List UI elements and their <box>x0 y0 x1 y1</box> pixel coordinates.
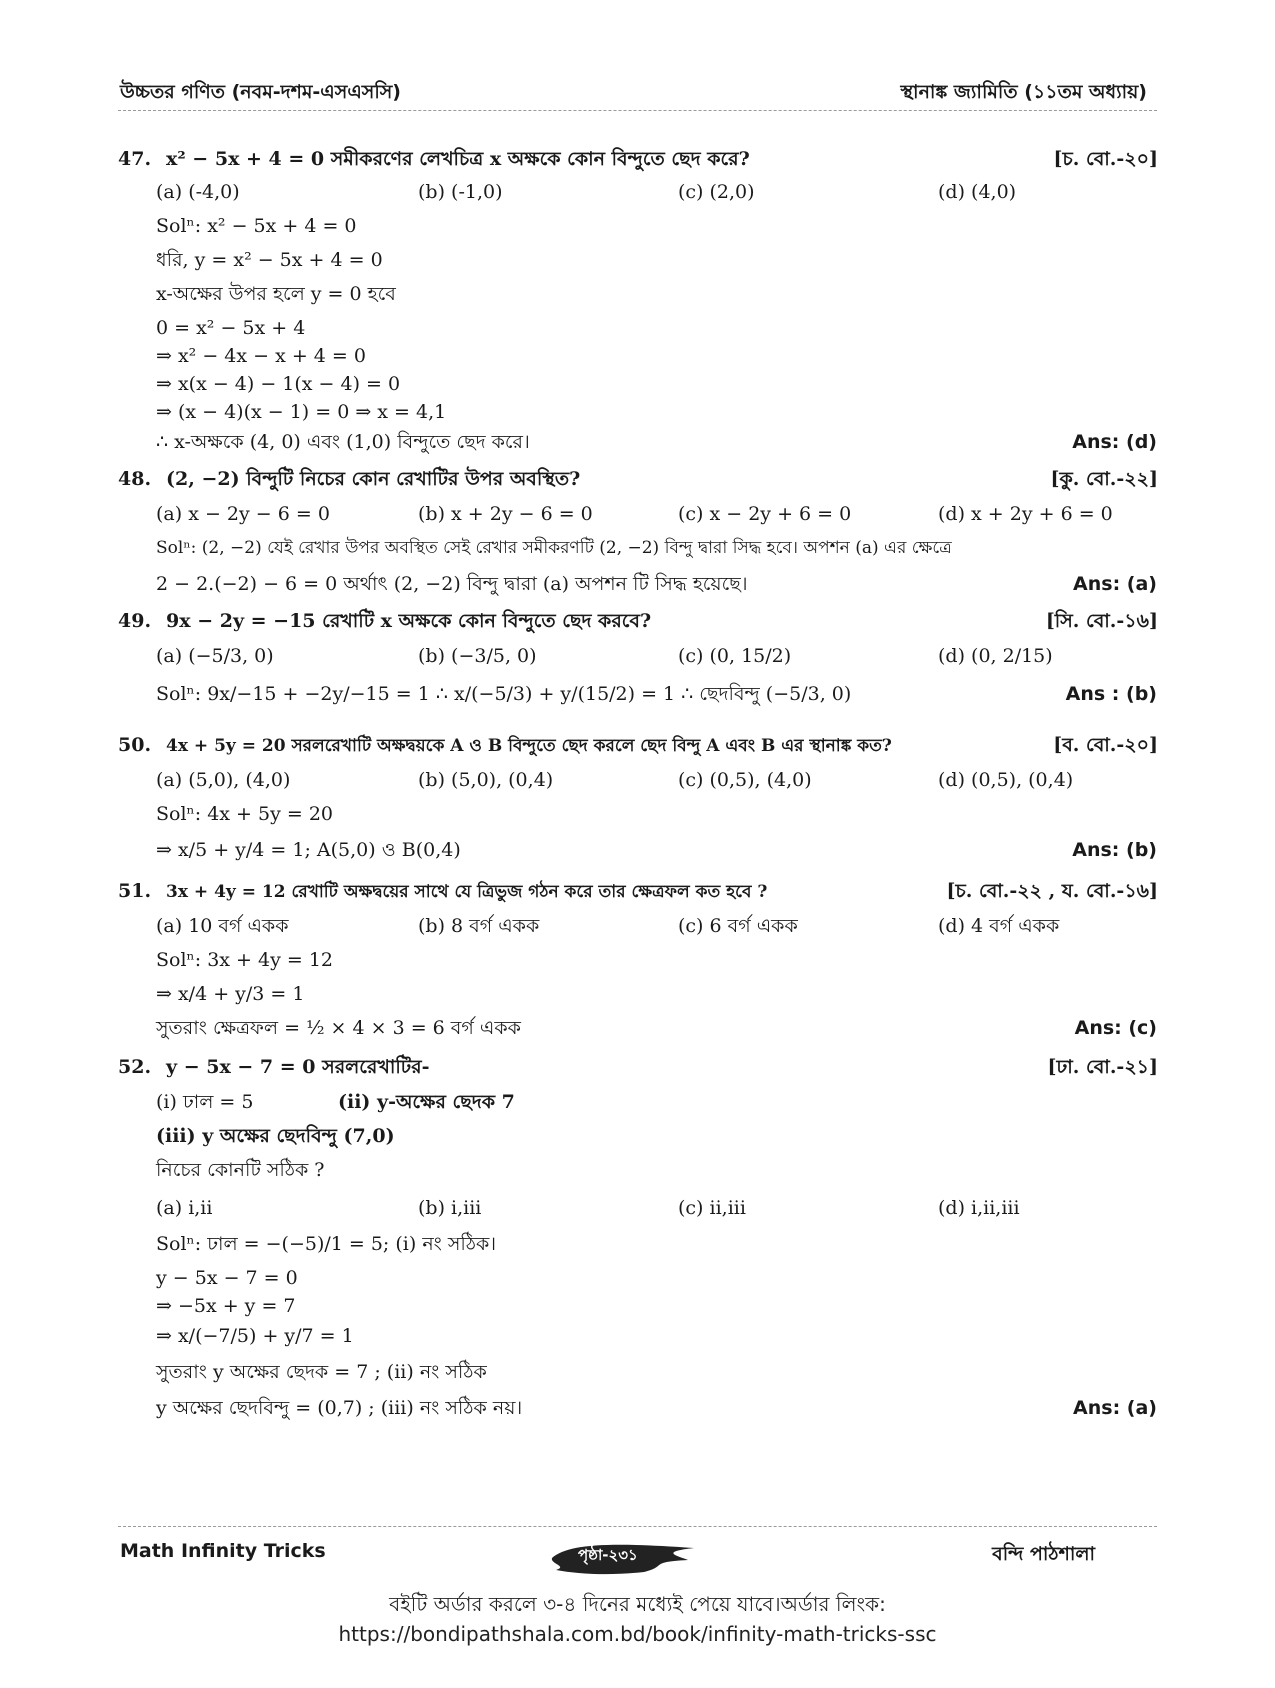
page-number: পৃষ্ঠা-২৩১ <box>578 1546 638 1564</box>
order-link[interactable]: https://bondipathshala.com.bd/book/infinity-math-tricks-ssc <box>338 1622 937 1646</box>
solution-line: ⇒ x(x − 4) − 1(x − 4) = 0 <box>156 373 401 395</box>
answer: Ans: (b) <box>1072 839 1157 861</box>
question-number: 48. <box>118 468 152 490</box>
question-52 <box>118 1050 1158 1084</box>
answer: Ans : (b) <box>1065 683 1157 705</box>
option-d: (d) 4 বর্গ একক <box>938 915 1060 937</box>
board-tag: [সি. বো.-১৬] <box>1045 610 1158 632</box>
answer: Ans: (d) <box>1072 431 1157 453</box>
solution-line: x-অক্ষের উপর হলে y = 0 হবে <box>156 283 396 305</box>
option-b: (b) i,iii <box>418 1197 482 1219</box>
question-48 <box>118 462 1158 496</box>
option-c: (c) x − 2y + 6 = 0 <box>678 503 852 525</box>
question-50 <box>118 728 1158 762</box>
option-b: (b) (−3/5, 0) <box>418 645 537 667</box>
solution-line: ⇒ x/5 + y/4 = 1; A(5,0) ও B(0,4) <box>156 839 461 861</box>
page-header-left: উচ্চতর গণিত (নবম-দশম-এসএসসি) <box>120 81 401 103</box>
option-a: (a) (-4,0) <box>156 181 240 203</box>
option-a: (a) (5,0), (4,0) <box>156 769 291 791</box>
solution-line: y অক্ষের ছেদবিন্দু = (0,7) ; (iii) নং সঠিক নয়। <box>156 1397 523 1419</box>
question-number: 51. <box>118 880 152 902</box>
option-d: (d) (4,0) <box>938 181 1017 203</box>
answer: Ans: (a) <box>1073 1397 1157 1419</box>
statement-iii: (iii) y অক্ষের ছেদবিন্দু (7,0) <box>156 1125 395 1147</box>
solution-line: সুতরাং y অক্ষের ছেদক = 7 ; (ii) নং সঠিক <box>156 1361 487 1383</box>
question-47 <box>118 142 1158 176</box>
solution-line: ⇒ (x − 4)(x − 1) = 0 ⇒ x = 4,1 <box>156 401 447 423</box>
question-text: 9x − 2y = −15 রেখাটি x অক্ষকে কোন বিন্দুতে ছেদ করবে? <box>166 610 652 632</box>
question-prompt: নিচের কোনটি সঠিক ? <box>156 1159 325 1181</box>
question-text: (2, −2) বিন্দুটি নিচের কোন রেখাটির উপর অবস্থিত? <box>166 468 581 490</box>
answer: Ans: (a) <box>1073 573 1157 595</box>
solution-line: Solⁿ: 9x/−15 + −2y/−15 = 1 ∴ x/(−5/3) + y/(15/2) = 1 ∴ ছেদবিন্দু (−5/3, 0) <box>156 683 852 705</box>
question-number: 47. <box>118 148 152 170</box>
solution-line: Solⁿ: 3x + 4y = 12 <box>156 949 333 971</box>
footer-publisher: বন্দি পাঠশালা <box>992 1543 1095 1565</box>
solution-line: ⇒ x² − 4x − x + 4 = 0 <box>156 345 366 367</box>
option-c: (c) (2,0) <box>678 181 755 203</box>
question-text: x² − 5x + 4 = 0 সমীকরণের লেখচিত্র x অক্ষকে কোন বিন্দুতে ছেদ করে? <box>166 148 750 170</box>
question-text: y − 5x − 7 = 0 সরলরেখাটির- <box>166 1056 430 1078</box>
page-header-right: স্থানাঙ্ক জ্যামিতি (১১তম অধ্যায়) <box>900 81 1147 103</box>
question-text: 4x + 5y = 20 সরলরেখাটি অক্ষদ্বয়কে A ও B বিন্দুতে ছেদ করলে ছেদ বিন্দু A এবং B এর স্থানাঙ্ক কত? <box>166 736 892 756</box>
solution-line: 0 = x² − 5x + 4 <box>156 317 306 339</box>
solution-line: সুতরাং ক্ষেত্রফল = ½ × 4 × 3 = 6 বর্গ একক <box>156 1017 521 1039</box>
option-b: (b) 8 বর্গ একক <box>418 915 540 937</box>
question-text: 3x + 4y = 12 রেখাটি অক্ষদ্বয়ের সাথে যে ত্রিভুজ গঠন করে তার ক্ষেত্রফল কত হবে ? <box>166 882 768 902</box>
header-divider <box>118 110 1157 111</box>
question-number: 52. <box>118 1056 152 1078</box>
statement-i: (i) ঢাল = 5 <box>156 1091 254 1113</box>
option-c: (c) (0, 15/2) <box>678 645 792 667</box>
option-a: (a) (−5/3, 0) <box>156 645 274 667</box>
option-b: (b) x + 2y − 6 = 0 <box>418 503 593 525</box>
question-number: 50. <box>118 734 152 756</box>
board-tag: [চ. বো.-২২ , য. বো.-১৬] <box>946 880 1158 902</box>
option-d: (d) i,ii,iii <box>938 1197 1020 1219</box>
solution-line: 2 − 2.(−2) − 6 = 0 অর্থাৎ (2, −2) বিন্দু দ্বারা (a) অপশন টি সিদ্ধ হয়েছে। <box>156 573 748 595</box>
board-tag: [কু. বো.-২২] <box>1050 468 1158 490</box>
board-tag: [ঢা. বো.-২১] <box>1047 1056 1158 1078</box>
option-a: (a) x − 2y − 6 = 0 <box>156 503 330 525</box>
solution-line: Solⁿ: ঢাল = −(−5)/1 = 5; (i) নং সঠিক। <box>156 1233 497 1255</box>
solution-line: Solⁿ: (2, −2) যেই রেখার উপর অবস্থিত সেই রেখার সমীকরণটি (2, −2) বিন্দু দ্বারা সিদ্ধ হবে। অপশন (a) এর ক্ষেত্রে <box>156 538 952 558</box>
solution-line: y − 5x − 7 = 0 <box>156 1267 298 1289</box>
option-a: (a) 10 বর্গ একক <box>156 915 289 937</box>
answer: Ans: (c) <box>1074 1017 1157 1039</box>
option-c: (c) 6 বর্গ একক <box>678 915 798 937</box>
question-49 <box>118 604 1158 638</box>
option-a: (a) i,ii <box>156 1197 213 1219</box>
solution-line: ⇒ x/4 + y/3 = 1 <box>156 983 305 1005</box>
option-b: (b) (-1,0) <box>418 181 503 203</box>
option-c: (c) (0,5), (4,0) <box>678 769 812 791</box>
option-d: (d) x + 2y + 6 = 0 <box>938 503 1113 525</box>
option-d: (d) (0,5), (0,4) <box>938 769 1074 791</box>
option-c: (c) ii,iii <box>678 1197 746 1219</box>
order-notice: বইটি অর্ডার করলে ৩-৪ দিনের মধ্যেই পেয়ে যাবে।অর্ডার লিংক: <box>389 1592 886 1616</box>
question-number: 49. <box>118 610 152 632</box>
board-tag: [চ. বো.-২০] <box>1053 148 1158 170</box>
statement-ii: (ii) y-অক্ষের ছেদক 7 <box>338 1091 515 1113</box>
option-d: (d) (0, 2/15) <box>938 645 1053 667</box>
solution-line: Solⁿ: 4x + 5y = 20 <box>156 803 333 825</box>
solution-line: ⇒ −5x + y = 7 <box>156 1295 296 1317</box>
solution-line: ∴ x-অক্ষকে (4, 0) এবং (1,0) বিন্দুতে ছেদ করে। <box>156 431 530 453</box>
option-b: (b) (5,0), (0,4) <box>418 769 554 791</box>
solution-line: ধরি, y = x² − 5x + 4 = 0 <box>156 249 383 271</box>
board-tag: [ব. বো.-২০] <box>1053 734 1158 756</box>
question-51 <box>118 874 1158 908</box>
footer-divider <box>118 1526 1157 1527</box>
solution-line: Solⁿ: x² − 5x + 4 = 0 <box>156 215 357 237</box>
solution-line: ⇒ x/(−7/5) + y/7 = 1 <box>156 1325 354 1347</box>
footer-brand: Math Infinity Tricks <box>120 1540 326 1562</box>
